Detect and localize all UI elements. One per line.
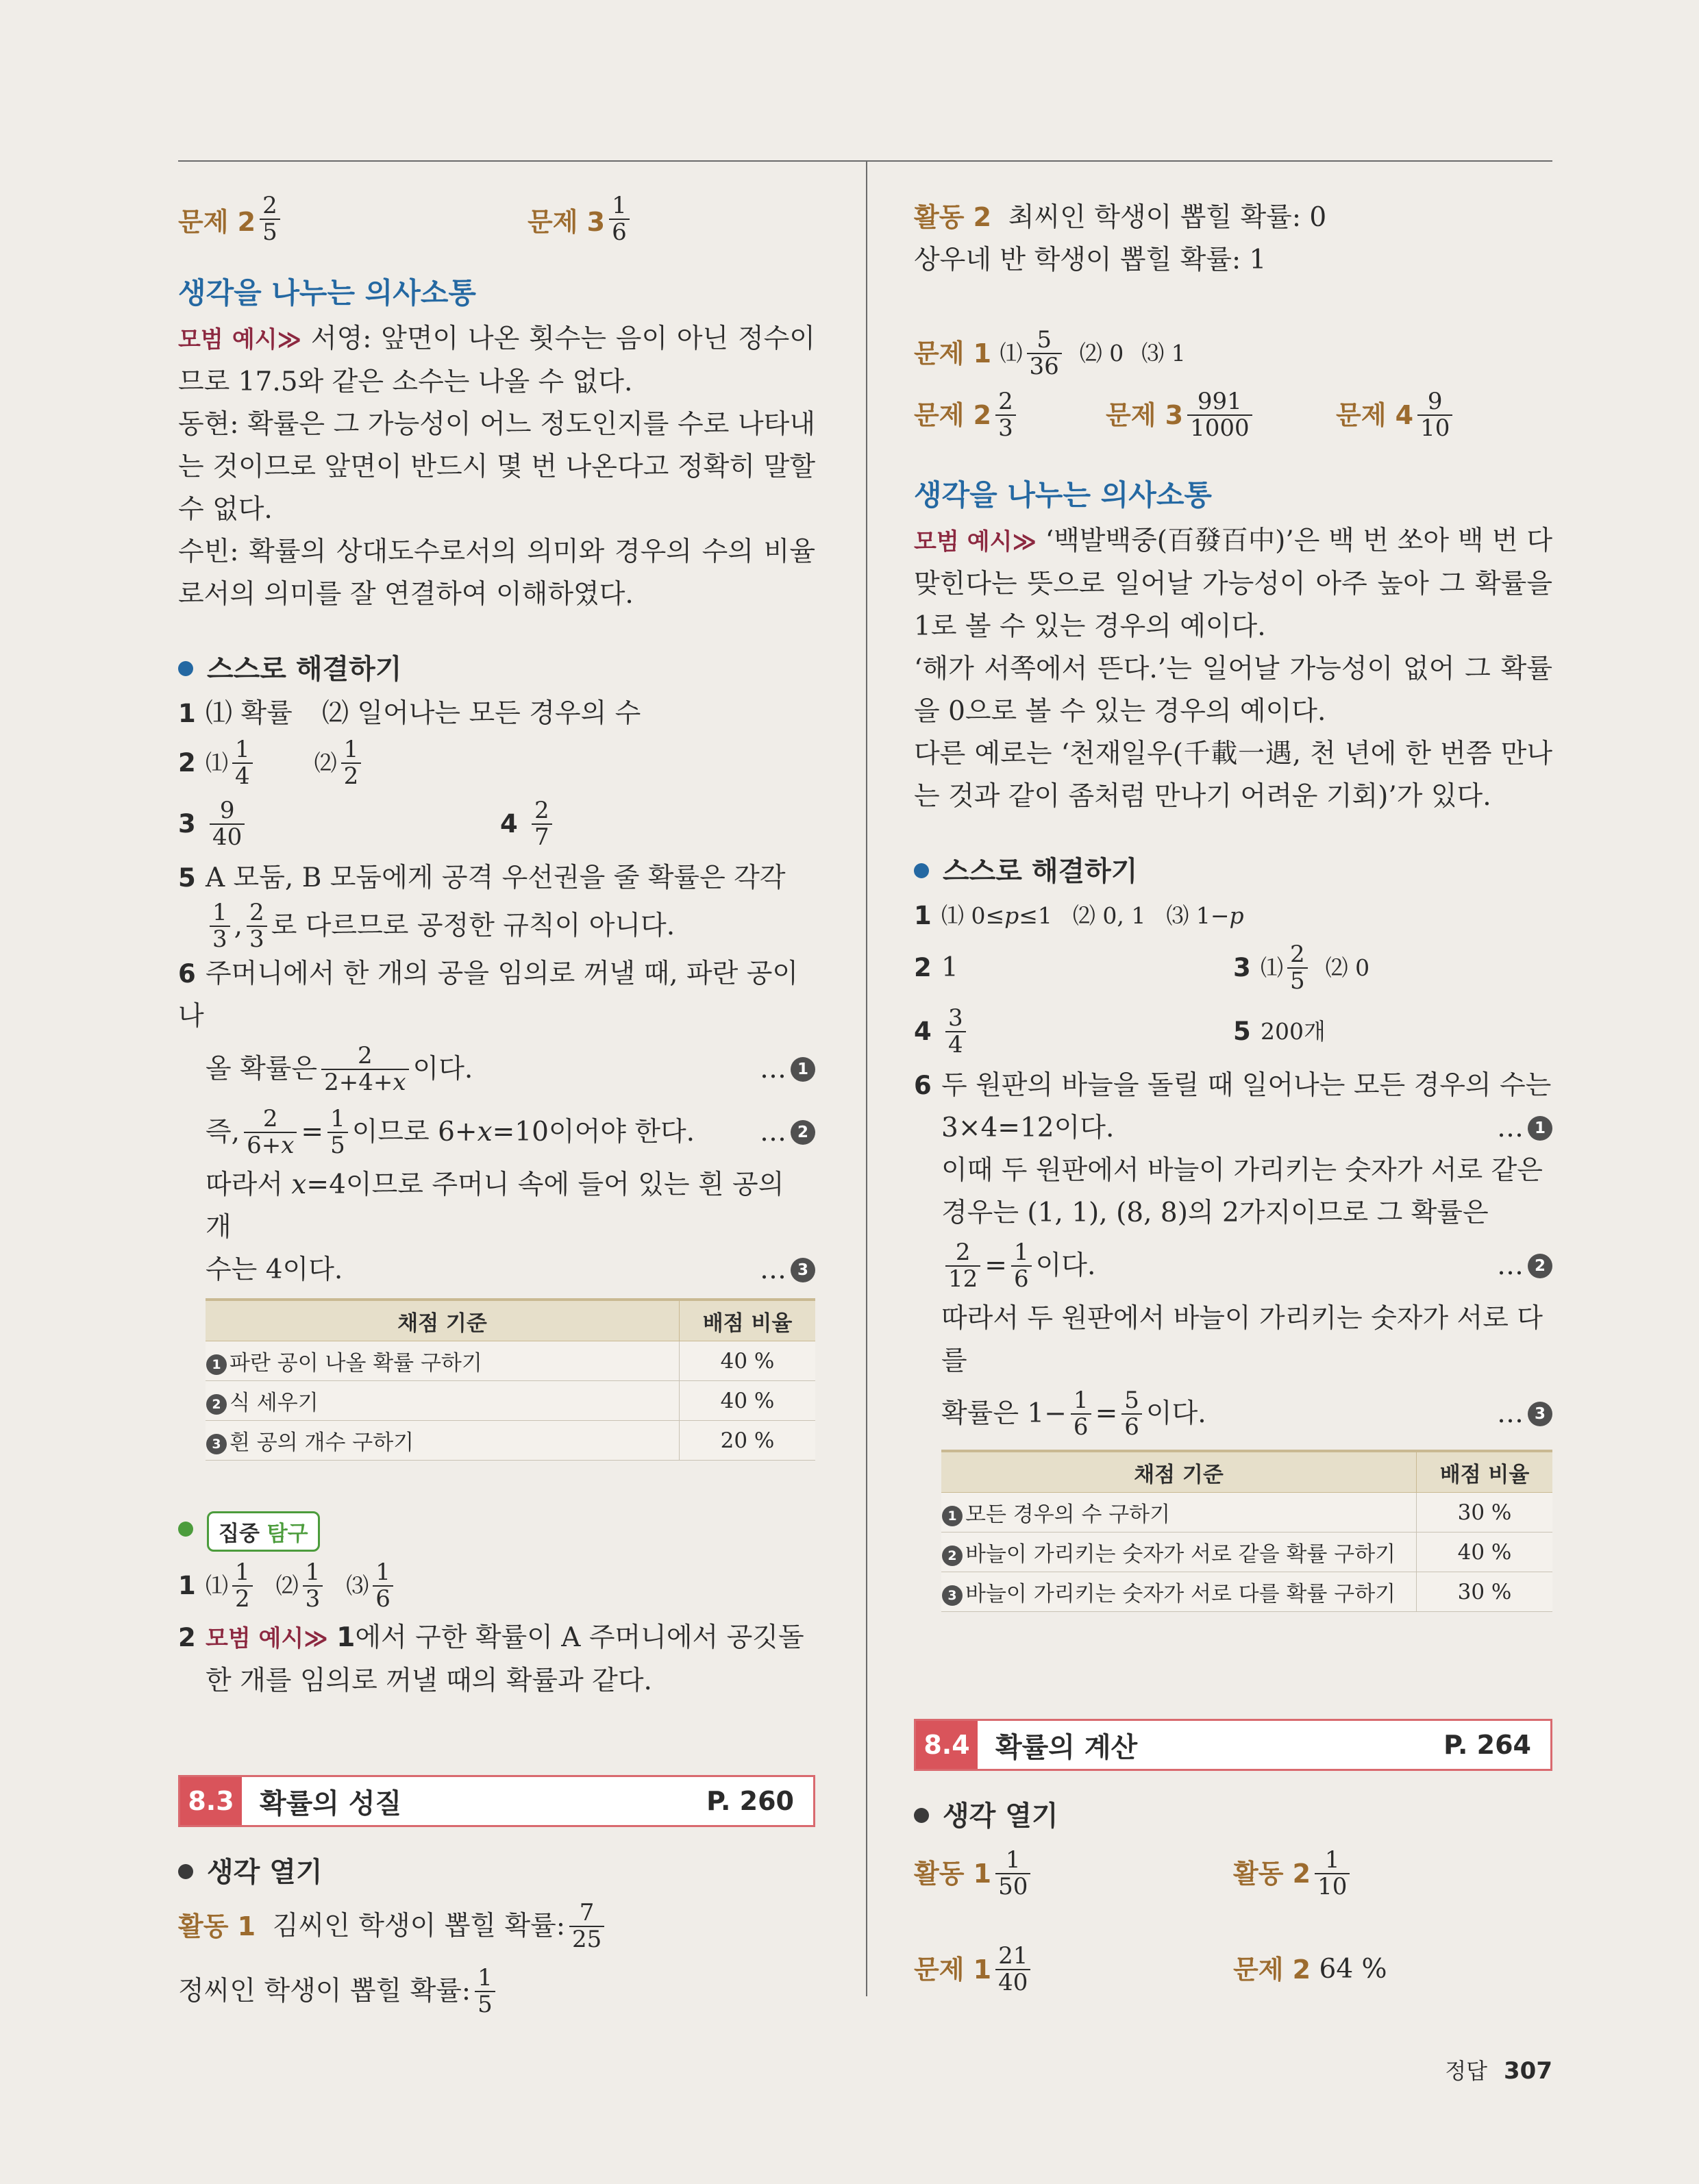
- answer-6-line6: 따라서 두 원판에서 바늘이 가리키는 숫자가 서로 다를: [941, 1303, 1543, 1376]
- fraction: $\frac{1}{6}$: [609, 193, 630, 245]
- bullet-icon: [914, 1808, 929, 1823]
- step-marker-icon: 3: [206, 1434, 227, 1454]
- comm-heading: 생각을 나누는 의사소통: [178, 276, 476, 310]
- answer-6-line7: 확률은 1− $\frac{1}{6}$ = $\frac{5}{6}$ 이다. … 3: [914, 1382, 1552, 1445]
- bullet-icon: [178, 1522, 193, 1537]
- step-marker-icon: 1: [791, 1057, 815, 1082]
- step-marker-icon: 1: [942, 1506, 963, 1526]
- section-banner-8-3: 8.3 확률의 성질 P. 260: [178, 1775, 815, 1827]
- answer-6-line5: $\frac{2}{12}$ = $\frac{1}{6}$ 이다. … 2: [914, 1234, 1552, 1298]
- comm-paragraph: 모범 예시≫ 서영: 앞면이 나온 횟수는 음이 아닌 정수이므로 17.5와 같은 소수는 나올 수 없다.: [178, 323, 815, 397]
- comm-paragraph: 동현: 확률은 그 가능성이 어느 정도인지를 수로 나타내는 것이므로 앞면이 반드시 몇 번 나온다고 정확히 말할 수 없다.: [178, 409, 815, 525]
- answer-6: 6 주머니에서 한 개의 공을 임의로 꺼낼 때, 파란 공이 나: [178, 958, 799, 1032]
- activity-1-2: 활동 1 $\frac{1}{50}$ 활동 2 $\frac{1}{10}$: [914, 1839, 1552, 1908]
- activity-2: 활동 2 최씨인 학생이 뽑힐 확률: 0: [914, 202, 1327, 233]
- step-marker-icon: 2: [206, 1394, 227, 1415]
- comm-heading: 생각을 나누는 의사소통: [914, 478, 1212, 512]
- answer-6-line5: 수는 4이다. … 3: [178, 1249, 815, 1291]
- answer-6-line3: 즉, $\frac{2}{\text{6+𝑥}}$ = $\frac{1}{5}$ 이므로 6+𝑥=10이어야 한다. … 2: [178, 1101, 815, 1164]
- top-rule-right: [867, 160, 1552, 162]
- left-column: [178, 185, 815, 2026]
- answer-5-cont: $\frac{1}{3}$ , $\frac{2}{3}$ 로 다르므로 공정한 규칙이 아니다.: [178, 899, 815, 953]
- step-marker-icon: 2: [942, 1546, 963, 1566]
- activity-1: 활동 1 김씨인 학생이 뽑힐 확률: $\frac{7}{25}$: [178, 1896, 815, 1957]
- comm-paragraph: 다른 예로는 ‘천재일우(千載一遇, 천 년에 한 번쯤 만나는 것과 같이 좀처럼 만나기 어려운 기회)’가 있다.: [914, 739, 1552, 812]
- activity-2-cont: 상우네 반 학생이 뽑힐 확률: 1: [914, 245, 1267, 275]
- problem-2-4: 문제 2 $\frac{2}{3}$ 문제 3 $\frac{991}{1000}$ 문제 4 $\frac{9}{10}$: [914, 384, 1552, 446]
- activity-1-cont: 정씨인 학생이 뽑힐 확률: $\frac{1}{5}$: [178, 1957, 815, 2026]
- fraction: $\frac{2}{5}$: [260, 193, 280, 245]
- comm-paragraph: 수빈: 확률의 상대도수로서의 의미와 경우의 수의 비율로서의 의미를 잘 연결하여 이해하였다.: [178, 536, 815, 610]
- answer-3-4: 3 $\frac{9}{40}$ 4 $\frac{2}{7}$: [178, 791, 815, 857]
- page-number: 307: [1504, 2057, 1552, 2085]
- answer-6-line2: 올 확률은 $\frac{2}{\text{2+4+𝑥}}$ 이다. … 1: [178, 1038, 815, 1101]
- step-marker-icon: 2: [791, 1120, 815, 1145]
- page-footer: 정답 307: [1445, 2057, 1552, 2085]
- answer-6-line4: 경우는 (1, 1), (8, 8)의 2가지이므로 그 확률은: [941, 1198, 1489, 1228]
- step-marker-icon: 1: [206, 1354, 227, 1375]
- problem-row: 문제 2 $\frac{2}{5}$ 문제 3 $\frac{1}{6}$: [178, 185, 815, 253]
- step-marker-icon: 3: [791, 1258, 815, 1282]
- section-banner-8-4: 8.4 확률의 계산 P. 264: [914, 1719, 1552, 1771]
- answer-6-line3: 이때 두 원판에서 바늘이 가리키는 숫자가 서로 같은: [941, 1155, 1543, 1186]
- step-marker-icon: 1: [1528, 1116, 1552, 1141]
- scoring-table: 채점 기준 배점 비율 1 모든 경우의 수 구하기 30 % 2 바늘이 가리키는 숫자가 서로 같을 확률 구하기 40 % 3 바늘이 가리키는 숫자가 서로 다를 확률 구하기 30 %: [941, 1450, 1552, 1612]
- step-marker-icon: 3: [942, 1585, 963, 1606]
- column-divider: [866, 160, 867, 1996]
- bullet-icon: [178, 1864, 193, 1879]
- answer-6-line2: 3×4=12이다. … 1: [914, 1107, 1552, 1150]
- answer-1: 1 ⑴ 확률 ⑵ 일어나는 모든 경우의 수: [178, 698, 641, 729]
- answer-2-3: 2 1 3 ⑴ $\frac{2}{5}$ ⑵ 0: [914, 941, 1370, 995]
- answer-6: 6 두 원판의 바늘을 돌릴 때 일어나는 모든 경우의 수는: [914, 1070, 1552, 1101]
- focus-heading: [178, 1507, 815, 1555]
- open-heading: 생각 열기: [178, 1853, 815, 1891]
- focus-answer-1: 1 ⑴ $\frac{1}{2}$ ⑵ $\frac{1}{3}$ ⑶ $\frac{1}{6}$: [178, 1555, 815, 1617]
- answer-1: 1 ⑴ 0≤𝑝≤1 ⑵ 0, 1 ⑶ 1−𝑝: [914, 901, 1244, 930]
- self-solve-heading: 스스로 해결하기: [178, 650, 815, 688]
- self-solve-heading: 스스로 해결하기: [914, 852, 1552, 891]
- answer-6-line4: 따라서 𝑥=4이므로 주머니 속에 들어 있는 흰 공의 개: [206, 1169, 784, 1243]
- scoring-table: 채점 기준 배점 비율 1 파란 공이 나올 확률 구하기 40 % 2 식 세우기 40 % 3 흰 공의 개수 구하기 20 %: [206, 1298, 815, 1461]
- comm-paragraph: ‘해가 서쪽에서 뜬다.’는 일어날 가능성이 없어 그 확률을 0으로 볼 수 있는 경우의 예이다.: [914, 654, 1552, 727]
- answer-5: 5 A 모둠, B 모둠에게 공격 우선권을 줄 확률은 각각: [178, 863, 786, 893]
- top-rule-left: [178, 160, 867, 162]
- step-marker-icon: 3: [1528, 1402, 1552, 1426]
- focus-answer-2-cont: 한 개를 임의로 꺼낼 때의 확률과 같다.: [206, 1665, 652, 1696]
- focus-answer-2: 2 모범 예시≫ 1에서 구한 확률이 A 주머니에서 공깃돌: [178, 1622, 804, 1653]
- problem-1: 문제 1 ⑴ $\frac{5}{36}$ ⑵ 0 ⑶ 1: [914, 326, 1186, 380]
- comm-paragraph: 모범 예시≫ ‘백발백중(百發百中)’은 백 번 쏘아 백 번 다 맞힌다는 뜻으로 일어날 가능성이 아주 높아 그 확률을 1로 볼 수 있는 경우의 예이다.: [914, 525, 1552, 642]
- answer-4-5: 4 $\frac{3}{4}$ 5 200개: [914, 1004, 1326, 1058]
- answer-2: 2 ⑴ $\frac{1}{4}$ ⑵ $\frac{1}{2}$: [178, 735, 815, 791]
- right-column: [914, 185, 1552, 2004]
- focus-badge: 집중 탐구: [207, 1511, 320, 1552]
- bullet-icon: [914, 863, 929, 878]
- bullet-icon: [178, 661, 193, 676]
- step-marker-icon: 2: [1528, 1254, 1552, 1278]
- open-heading: 생각 열기: [914, 1797, 1552, 1835]
- problem-1-2-lower: 문제 1 $\frac{21}{40}$ 문제 2 64 %: [914, 1942, 1387, 1996]
